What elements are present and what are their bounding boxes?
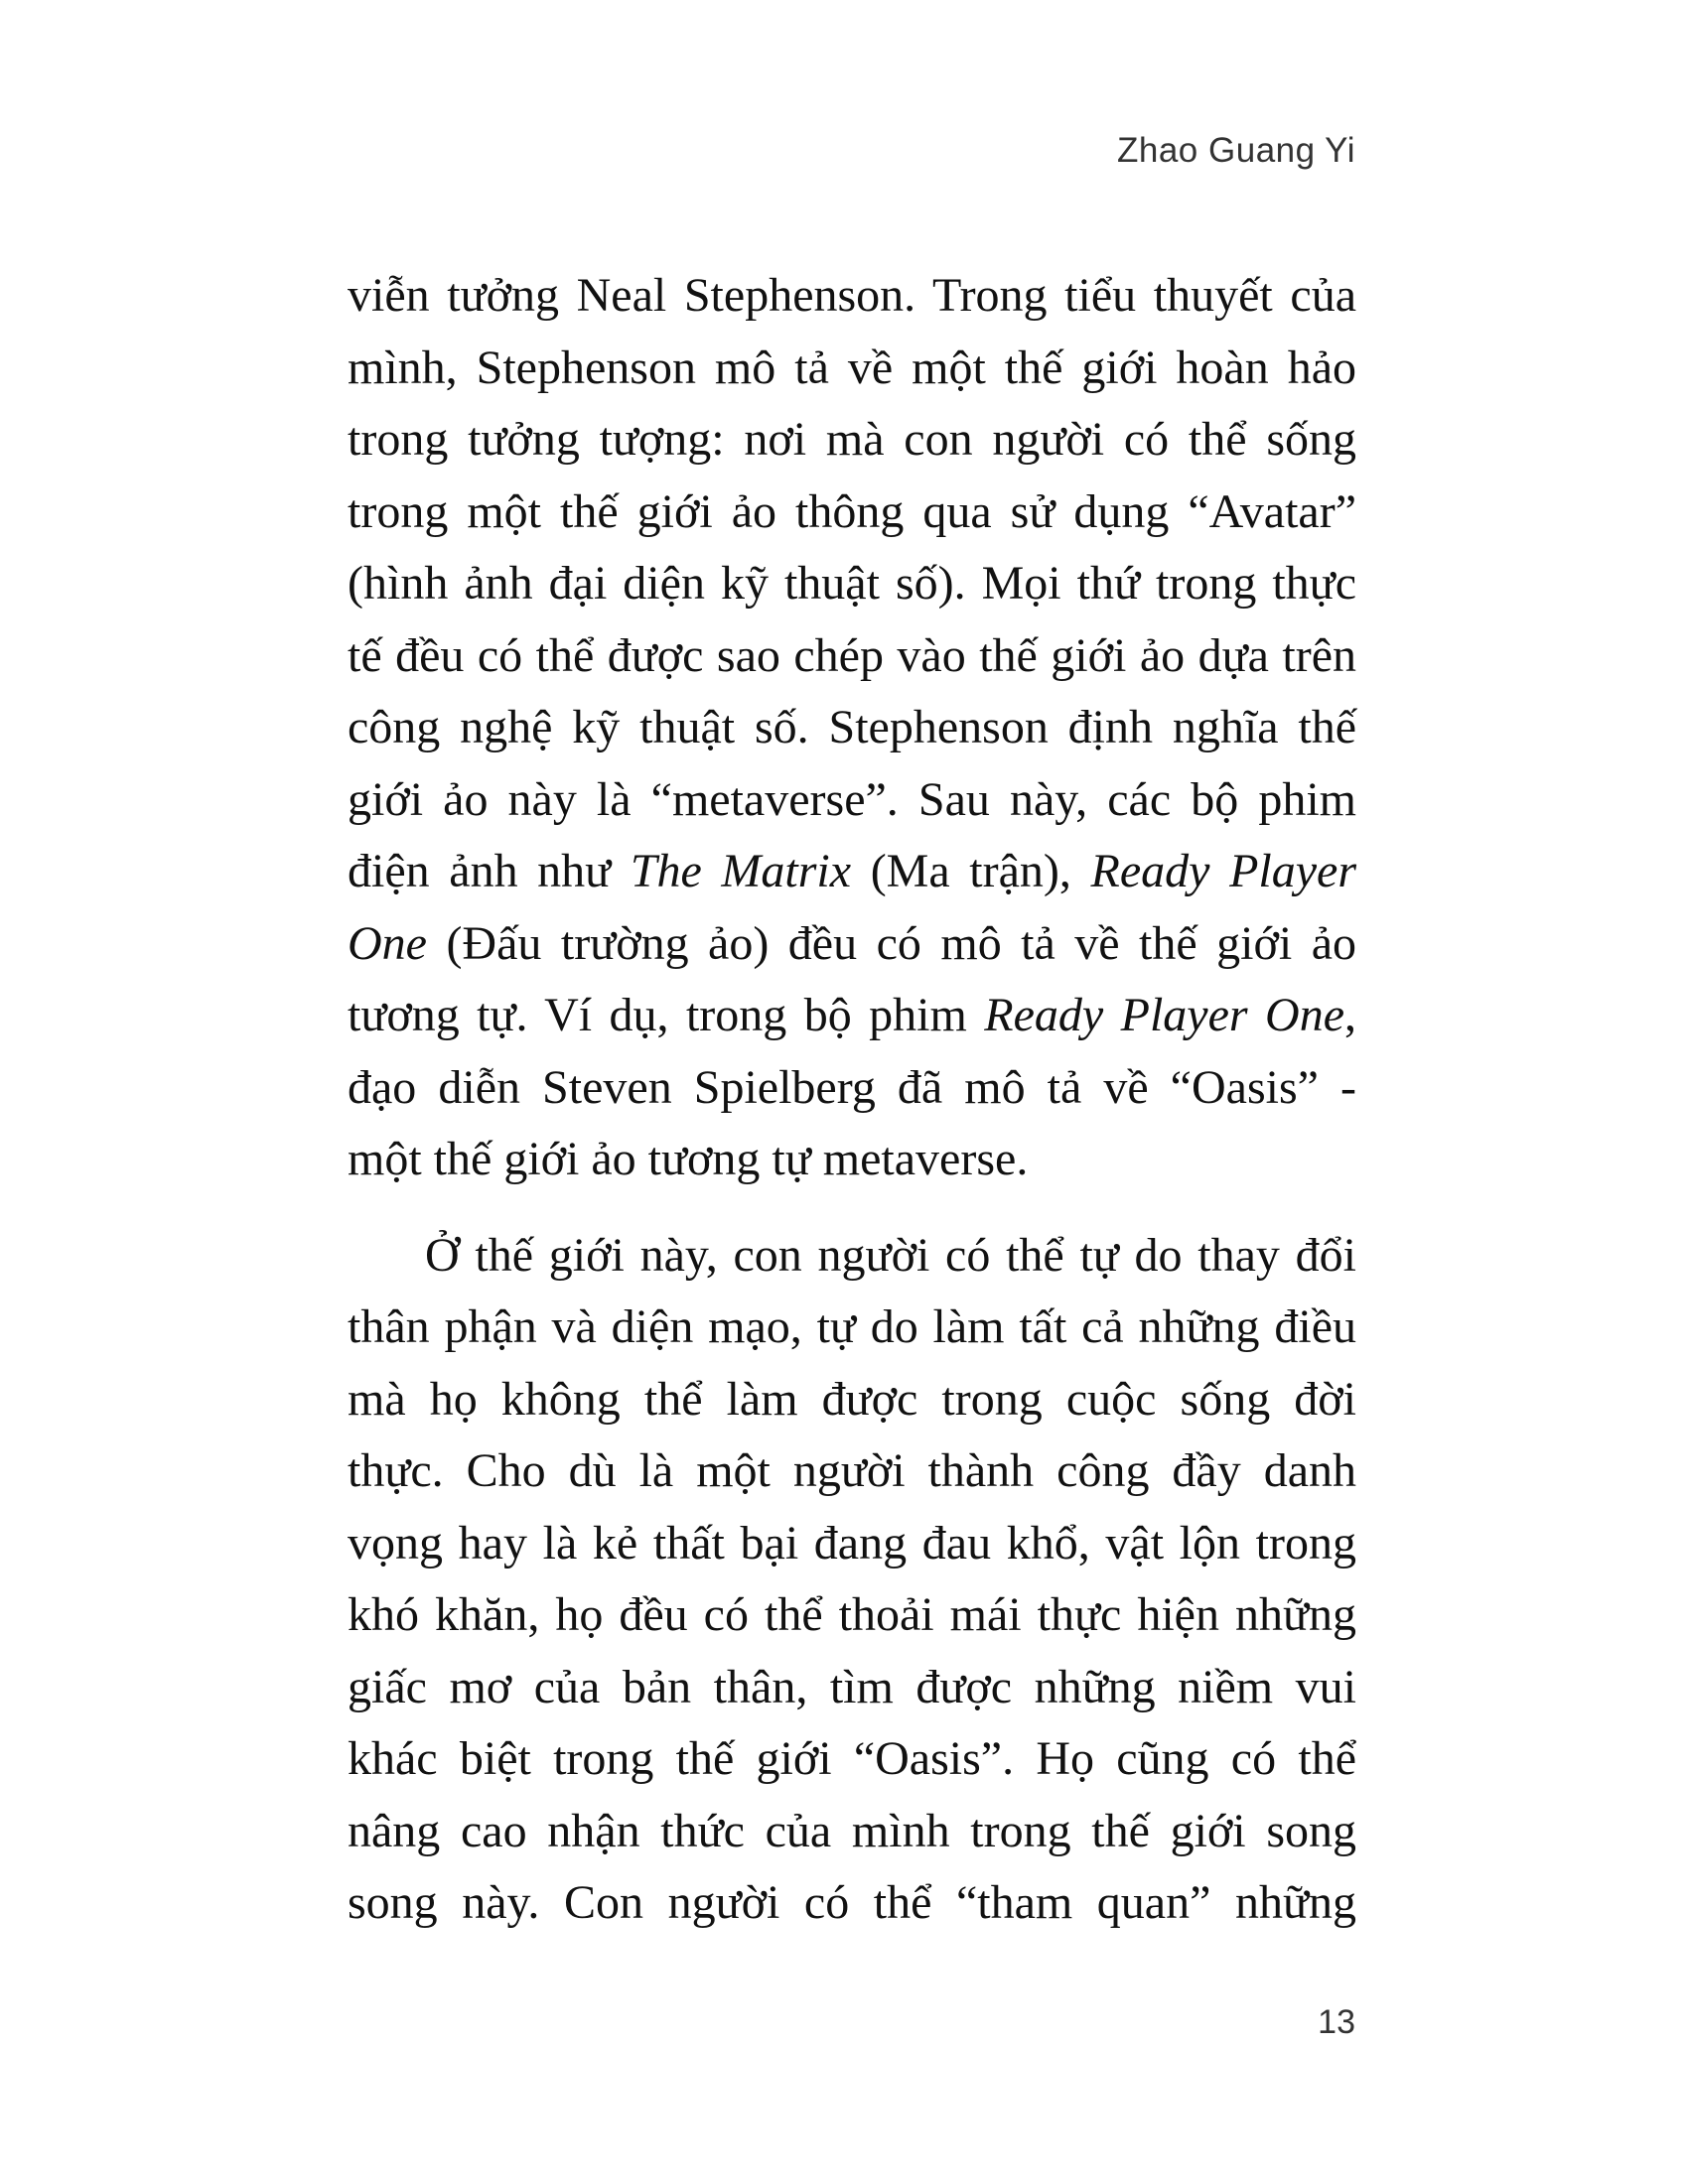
text-run: , [1344, 989, 1356, 1041]
text-line: khó khăn, họ đều có thể thoải mái thực hiện những [348, 1588, 1356, 1641]
text-line: một thế giới ảo tương tự metaverse. [348, 1133, 1029, 1185]
text-line: (hình ảnh đại diện kỹ thuật số). Mọi thứ trong thực [348, 557, 1356, 610]
text-line: Ở thế giới này, con người có thể tự do thay đổi [425, 1228, 1356, 1282]
text-line [348, 980, 1356, 1052]
text-line [348, 836, 1356, 908]
film-title-ready-player-one: Ready Player One [984, 989, 1344, 1041]
text-line: công nghệ kỹ thuật số. Stephenson định nghĩa thế [348, 701, 1356, 753]
paragraph-2 [348, 1220, 1356, 1940]
text-run: (Ma trận), [851, 845, 1091, 897]
text-line: khác biệt trong thế giới “Oasis”. Họ cũng có thể [348, 1732, 1356, 1785]
text-line: trong một thế giới ảo thông qua sử dụng “Avatar” [348, 484, 1356, 538]
text-line: song này. Con người có thể “tham quan” những [348, 1876, 1356, 1929]
text-line: tế đều có thể được sao chép vào thế giới ảo dựa trên [348, 628, 1356, 682]
running-header-author: Zhao Guang Yi [1117, 131, 1355, 170]
text-line: viễn tưởng Neal Stephenson. Trong tiểu thuyết của [348, 269, 1356, 322]
film-title-one: One [348, 916, 427, 970]
film-title-ready-player: Ready Player [1090, 845, 1357, 897]
text-line: đạo diễn Steven Spielberg đã mô tả về “Oasis” - [348, 1060, 1356, 1114]
text-line [348, 908, 1356, 981]
film-title-the-matrix: The Matrix [630, 845, 852, 897]
text-line: trong tưởng tượng: nơi mà con người có thể sống [348, 413, 1356, 466]
text-line: thân phận và diện mạo, tự do làm tất cả những điều [348, 1300, 1356, 1353]
text-line: vọng hay là kẻ thất bại đang đau khổ, vật lộn trong [348, 1516, 1356, 1570]
text-line: giới ảo này là “metaverse”. Sau này, các bộ phim [348, 772, 1356, 826]
paragraph-1 [348, 260, 1356, 1196]
text-run: tương tự. Ví dụ, trong bộ phim [348, 989, 985, 1041]
text-line: mình, Stephenson mô tả về một thế giới hoàn hảo [348, 341, 1356, 394]
text-line: thực. Cho dù là một người thành công đầy danh [348, 1444, 1356, 1497]
paragraph-spacer [348, 1196, 1356, 1220]
page-number: 13 [1318, 2003, 1355, 2041]
text-run: điện ảnh như [348, 845, 631, 897]
text-line: mà họ không thể làm được trong cuộc sống đời [348, 1372, 1356, 1426]
text-line: nâng cao nhận thức của mình trong thế giới song [348, 1804, 1356, 1857]
text-run: (Đấu trường ảo) đều có mô tả về thế giới ảo [426, 916, 1356, 970]
text-line: giấc mơ của bản thân, tìm được những niềm vui [348, 1660, 1356, 1713]
page-body [348, 260, 1356, 1940]
